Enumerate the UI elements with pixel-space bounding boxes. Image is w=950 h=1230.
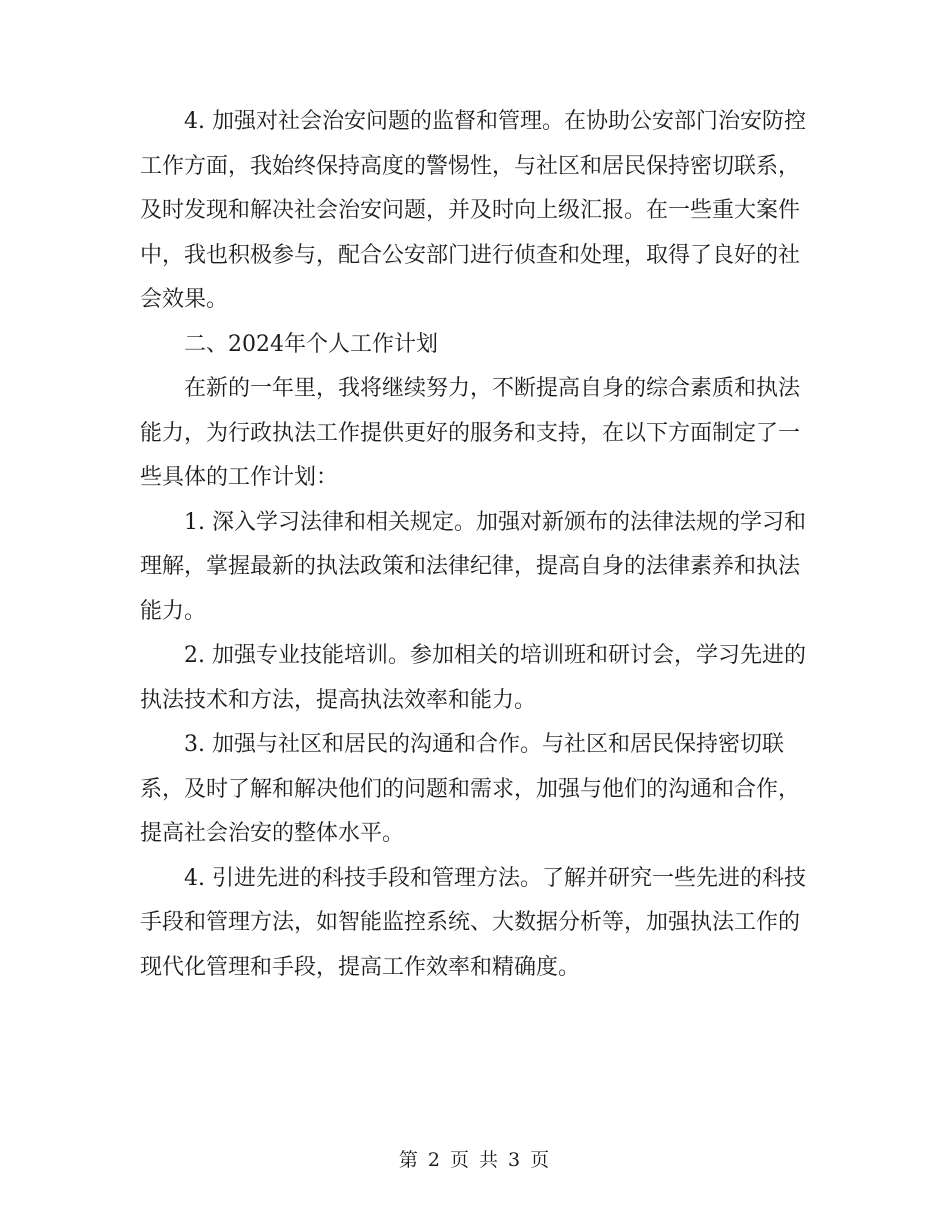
paragraph-plan-intro: 在新的一年里，我将继续努力，不断提高自身的综合素质和执法能力，为行政执法工作提供更好的服务和支持，在以下方面制定了一些具体的工作计划： xyxy=(140,376,801,490)
paragraph-plan-item-4: 4. 引进先进的科技手段和管理方法。了解并研究一些先进的科技手段和管理方法，如智能监控系统、大数据分析等，加强执法工作的现代化管理和手段，提高工作效率和精确度。 xyxy=(140,865,806,980)
paragraph-plan-item-1: 1. 深入学习法律和相关规定。加强对新颁布的法律法规的学习和理解，掌握最新的执法政策和法律纪律，提高自身的法律素养和执法能力。 xyxy=(140,509,806,624)
paragraph-plan-item-3: 3. 加强与社区和居民的沟通和合作。与社区和居民保持密切联系，及时了解和解决他们的问题和需求，加强与他们的沟通和合作，提高社会治安的整体水平。 xyxy=(140,732,801,846)
page-footer: 第 2 页 共 3 页 xyxy=(398,1149,552,1171)
section-heading-2024-plan: 二、2024年个人工作计划 xyxy=(184,331,438,357)
paragraph-security-supervision: 4. 加强对社会治安问题的监督和管理。在协助公安部门治安防控工作方面，我始终保持高度的警惕性，与社区和居民保持密切联系，及时发现和解决社会治安问题，并及时向上级汇报。在一些重大案件中，我也积极参与，配合公安部门进行侦查和处理，取得了良好的社会效果。 xyxy=(140,109,806,312)
document-body xyxy=(140,100,810,990)
paragraph-plan-item-2: 2. 加强专业技能培训。参加相关的培训班和研讨会，学习先进的执法技术和方法，提高执法效率和能力。 xyxy=(140,643,806,713)
